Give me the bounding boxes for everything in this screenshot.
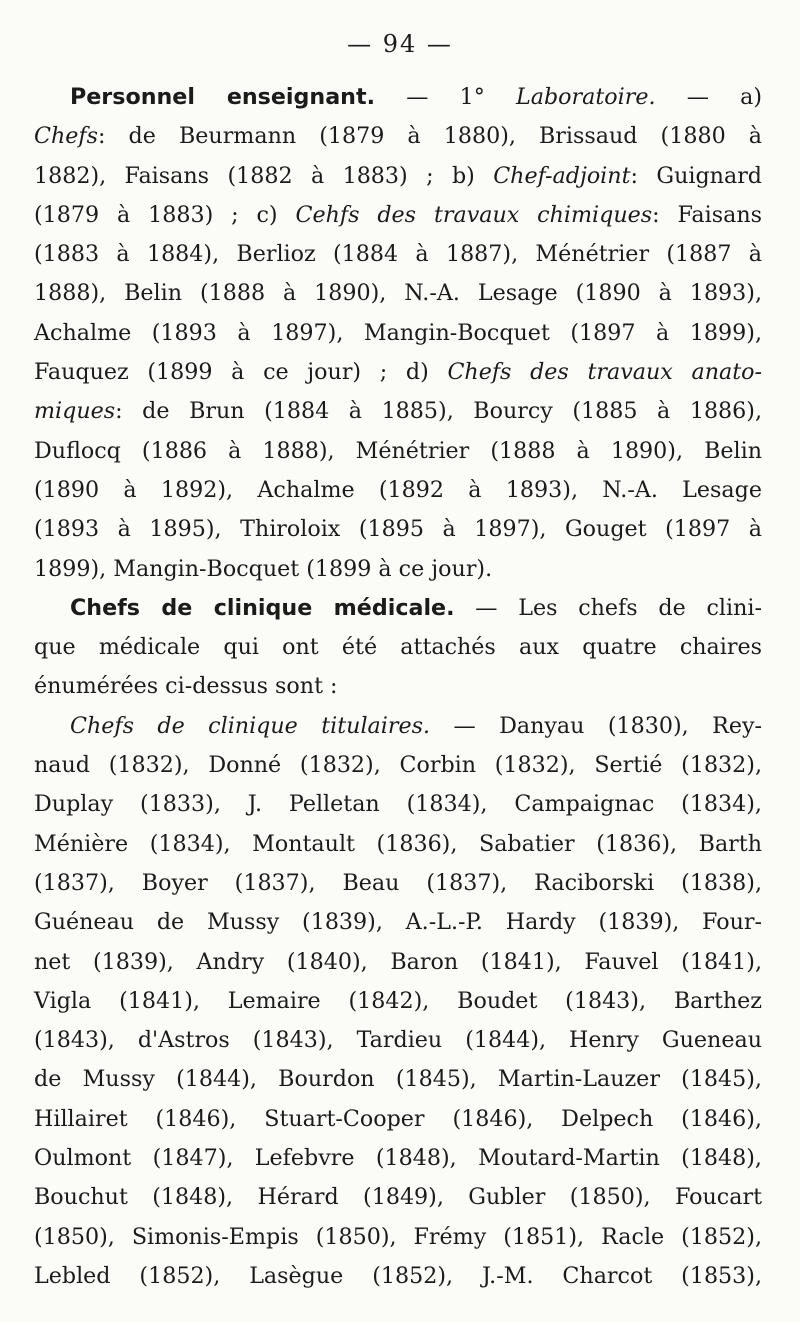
text-line: Bouchut (1848), Hérard (1849), Gubler (1850), Foucart [34,1184,762,1211]
text-line: Chefs de clinique titulaires. — Danyau (1830), Rey- [70,712,762,739]
text-line: (1879 à 1883) ; c) Cehfs des travaux chimiques: Faisans [34,201,762,228]
section-chefs-titulaires [34,707,762,1296]
italic-term: miques [34,398,116,425]
page-number: — 94 — [347,30,453,58]
italic-term: Chefs de clinique titulaires. [70,712,431,739]
section-personnel-enseignant [34,78,762,589]
italic-term: Chefs [34,123,98,150]
text-line: (1850), Simonis-Empis (1850), Frémy (1851), Racle (1852), [34,1223,762,1250]
italic-term: Chef-adjoint [493,162,631,189]
text-line: Guéneau de Mussy (1839), A.-L.-P. Hardy (1839), Four- [34,909,762,936]
text-body [34,78,762,1296]
text-line: Duflocq (1886 à 1888), Ménétrier (1888 à 1890), Belin [34,437,762,464]
text-line: (1883 à 1884), Berlioz (1884 à 1887), Ménétrier (1887 à [34,241,762,268]
text-line: Personnel enseignant. — 1° Laboratoire. — a) [70,84,762,110]
text-line: Fauquez (1899 à ce jour) ; d) Chefs des travaux anato- [34,359,762,386]
text-line: Chefs: de Beurmann (1879 à 1880), Brissaud (1880 à [34,123,762,150]
text-line: naud (1832), Donné (1832), Corbin (1832), Sertié (1832), [34,752,762,779]
italic-term: Chefs des travaux anato- [447,359,762,386]
section-chefs-de-clinique [34,589,762,707]
text-line: Hillairet (1846), Stuart-Cooper (1846), Delpech (1846), [34,1105,762,1132]
text-line: (1890 à 1892), Achalme (1892 à 1893), N.-A. Lesage [34,476,762,503]
text-line: (1893 à 1895), Thiroloix (1895 à 1897), Gouget (1897 à [34,516,762,543]
text-line: 1888), Belin (1888 à 1890), N.-A. Lesage (1890 à 1893), [34,280,762,307]
text-line: Chefs de clinique médicale. — Les chefs de clini- [70,594,762,621]
text-line: Lebled (1852), Lasègue (1852), J.-M. Charcot (1853), [34,1262,762,1289]
text-line: énumérées ci-dessus sont : [34,673,338,700]
text-line: (1843), d'Astros (1843), Tardieu (1844), Henry Gueneau [34,1027,762,1054]
text-line: de Mussy (1844), Bourdon (1845), Martin-Lauzer (1845), [34,1066,762,1093]
text-line: 1899), Mangin-Bocquet (1899 à ce jour). [34,555,493,582]
section-heading: Chefs de clinique médicale. [70,594,455,621]
section-heading: Personnel enseignant. [70,84,375,110]
text-line: net (1839), Andry (1840), Baron (1841), Fauvel (1841), [34,948,762,975]
text-line: Oulmont (1847), Lefebvre (1848), Moutard-Martin (1848), [34,1145,762,1172]
text-line: (1837), Boyer (1837), Beau (1837), Raciborski (1838), [34,869,762,896]
text-line: Ménière (1834), Montault (1836), Sabatier (1836), Barth [34,830,762,857]
italic-term: Laboratoire. [516,84,656,110]
italic-term: Cehfs des travaux chimiques [295,201,653,228]
text-line: que médicale qui ont été attachés aux quatre chaires [34,634,762,661]
text-line: Duplay (1833), J. Pelletan (1834), Campaignac (1834), [34,791,762,818]
text-line: Achalme (1893 à 1897), Mangin-Bocquet (1897 à 1899), [34,319,762,346]
text-line: Vigla (1841), Lemaire (1842), Boudet (1843), Barthez [34,987,762,1014]
text-line: miques: de Brun (1884 à 1885), Bourcy (1885 à 1886), [34,398,762,425]
text-line: 1882), Faisans (1882 à 1883) ; b) Chef-adjoint: Guignard [34,162,763,189]
